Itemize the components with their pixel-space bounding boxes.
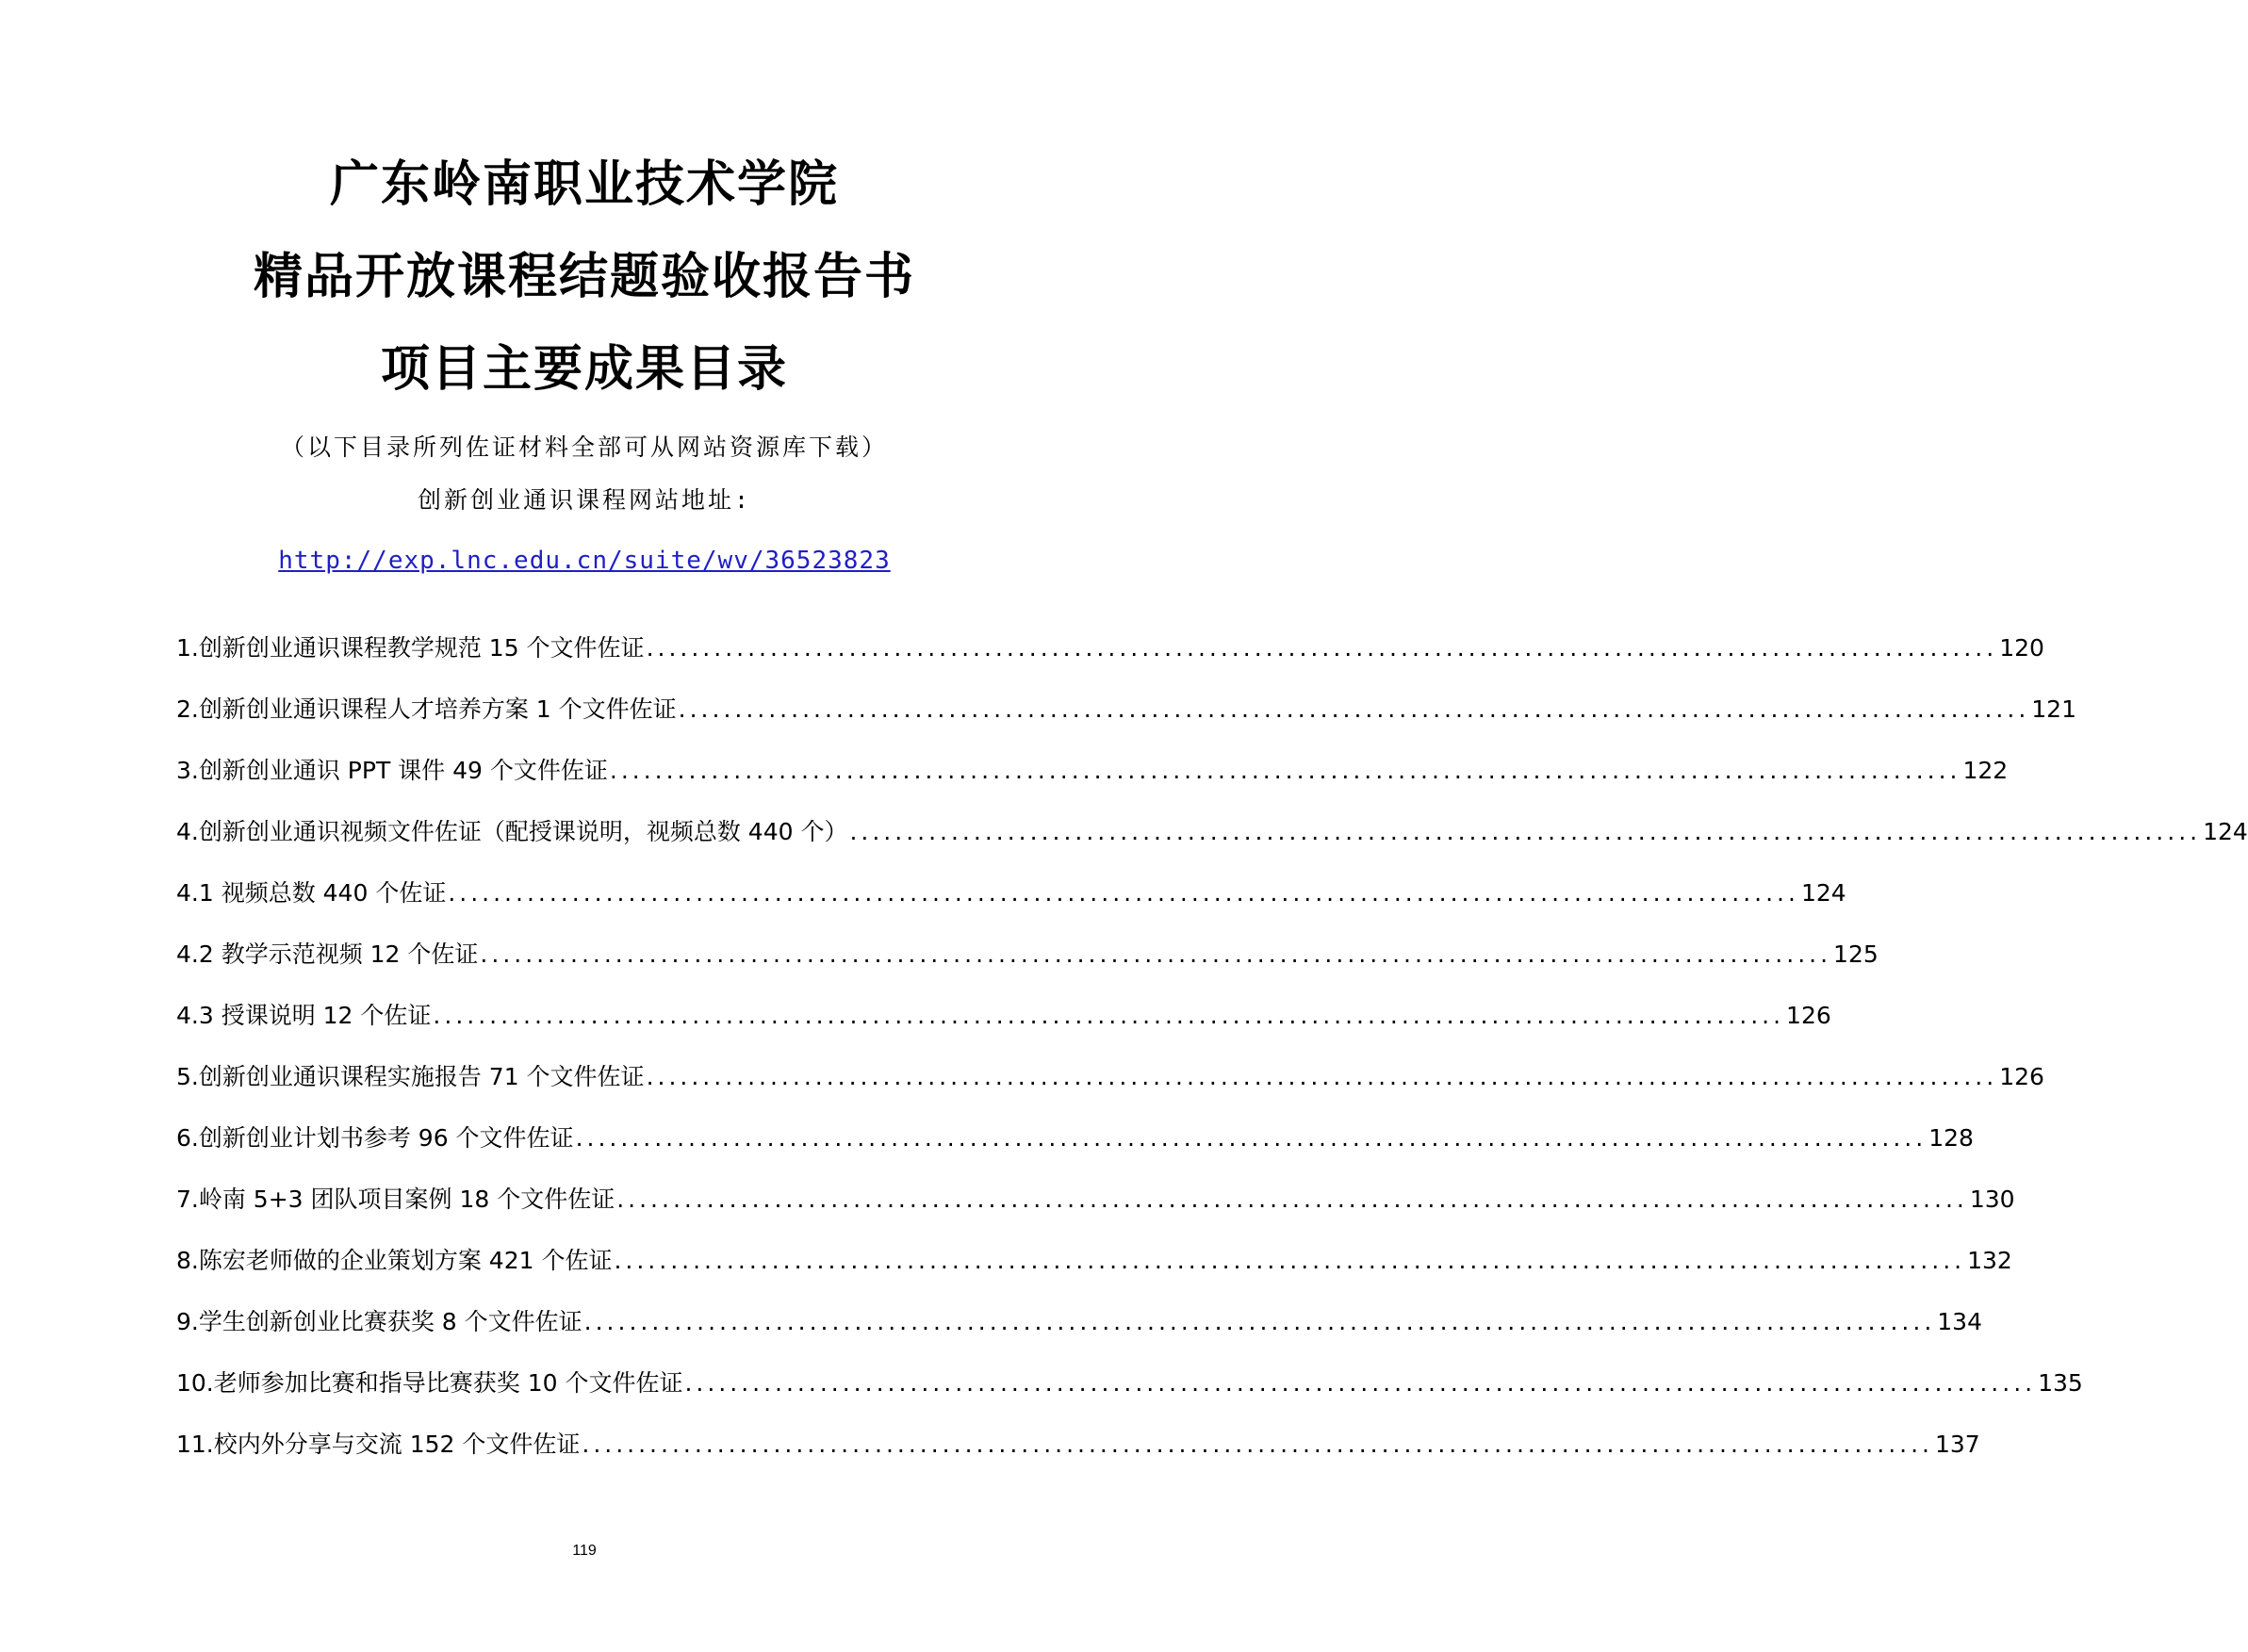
toc-entry[interactable]	[176, 1244, 2012, 1305]
toc-entry-page: 124	[1800, 879, 1846, 907]
toc-leader-dots: ........................................................................................................................	[609, 757, 1961, 784]
toc-leader-dots: ........................................................................................................................	[582, 1431, 1933, 1458]
toc-entry-page: 130	[1969, 1186, 2015, 1213]
toc-leader-dots: ........................................................................................................................	[433, 1002, 1785, 1029]
toc-entry[interactable]	[176, 1183, 2015, 1244]
toc-entry-label: 2.创新创业通识课程人才培养方案 1 个文件佐证	[176, 695, 677, 723]
toc-entry-label: 4.创新创业通识视频文件佐证（配授课说明，视频总数 440 个）	[176, 818, 848, 845]
page-number: 119	[572, 1543, 597, 1559]
toc-entry[interactable]	[176, 938, 1879, 999]
toc-entry-page: 135	[2038, 1369, 2083, 1397]
download-note: （以下目录所列佐证材料全部可从网站资源库下载）	[280, 433, 888, 461]
toc-leader-dots: ........................................................................................................................	[646, 1063, 1998, 1090]
toc-entry[interactable]	[176, 999, 1831, 1060]
toc-entry-label: 5.创新创业通识课程实施报告 71 个文件佐证	[176, 1063, 645, 1090]
toc-entry-page: 137	[1935, 1431, 1980, 1458]
toc-leader-dots: ........................................................................................................................	[614, 1247, 1966, 1274]
toc-entry-page: 125	[1833, 940, 1879, 968]
toc-entry-page: 121	[2031, 695, 2076, 723]
toc-entry-label: 1.创新创业通识课程教学规范 15 个文件佐证	[176, 634, 645, 662]
toc-entry-page: 126	[1999, 1063, 2044, 1090]
toc-entry[interactable]	[176, 1060, 2044, 1121]
site-url-line	[0, 545, 1169, 577]
document-title-line-3: 项目主要成果目录	[380, 340, 788, 398]
toc-entry-label: 3.创新创业通识 PPT 课件 49 个文件佐证	[176, 757, 608, 784]
toc-entry-label: 6.创新创业计划书参考 96 个文件佐证	[176, 1124, 574, 1152]
document-title-line-1: 广东岭南职业技术学院	[329, 155, 839, 213]
toc-entry-label: 4.3 授课说明 12 个佐证	[176, 1002, 432, 1029]
site-address-label: 创新创业通识课程网站地址:	[417, 486, 752, 514]
toc-entry-label: 8.陈宏老师做的企业策划方案 421 个佐证	[176, 1247, 613, 1274]
toc-entry-page: 132	[1967, 1247, 2012, 1274]
toc-entry-label: 4.1 视频总数 440 个佐证	[176, 879, 447, 907]
toc-entry-label: 10.老师参加比赛和指导比赛获奖 10 个文件佐证	[176, 1369, 683, 1397]
toc-entry[interactable]	[176, 815, 2248, 876]
document-title-line-2: 精品开放课程结题验收报告书	[253, 248, 915, 305]
toc-entry-label: 7.岭南 5+3 团队项目案例 18 个文件佐证	[176, 1186, 615, 1213]
toc-leader-dots: ........................................................................................................................	[480, 940, 1832, 968]
toc-entry[interactable]	[176, 1428, 1980, 1489]
toc-leader-dots: ........................................................................................................................	[575, 1124, 1928, 1152]
toc-leader-dots: ........................................................................................................................	[684, 1369, 2037, 1397]
toc-entry-label: 11.校内外分享与交流 152 个文件佐证	[176, 1431, 581, 1458]
toc-entry-label: 9.学生创新创业比赛获奖 8 个文件佐证	[176, 1308, 583, 1335]
toc-leader-dots: ........................................................................................................................	[616, 1186, 1968, 1213]
toc-entry[interactable]	[176, 876, 1846, 938]
site-url-link[interactable]: http://exp.lnc.edu.cn/suite/wv/36523823	[278, 547, 891, 575]
toc-entry[interactable]	[176, 1366, 2083, 1428]
toc-entry[interactable]	[176, 693, 2076, 754]
toc-entry[interactable]	[176, 754, 2009, 815]
toc-entry-page: 128	[1928, 1124, 1974, 1152]
toc-entry[interactable]	[176, 631, 2044, 693]
toc-entry[interactable]	[176, 1121, 1974, 1183]
toc-entry-label: 4.2 教学示范视频 12 个佐证	[176, 940, 479, 968]
toc-leader-dots: ........................................................................................................................	[448, 879, 1799, 907]
toc-entry-page: 134	[1937, 1308, 1982, 1335]
toc-entry-page: 122	[1962, 757, 2009, 784]
toc-entry-page: 120	[1999, 634, 2044, 662]
table-of-contents	[176, 631, 2248, 1489]
toc-leader-dots: ........................................................................................................................	[678, 695, 2030, 723]
toc-leader-dots: ........................................................................................................................	[583, 1308, 1936, 1335]
toc-entry-page: 126	[1786, 1002, 1831, 1029]
toc-entry[interactable]	[176, 1305, 1982, 1366]
toc-entry-page: 124	[2203, 818, 2248, 845]
toc-leader-dots: ........................................................................................................................	[646, 634, 1998, 662]
toc-leader-dots: ........................................................................................................................	[849, 818, 2202, 845]
